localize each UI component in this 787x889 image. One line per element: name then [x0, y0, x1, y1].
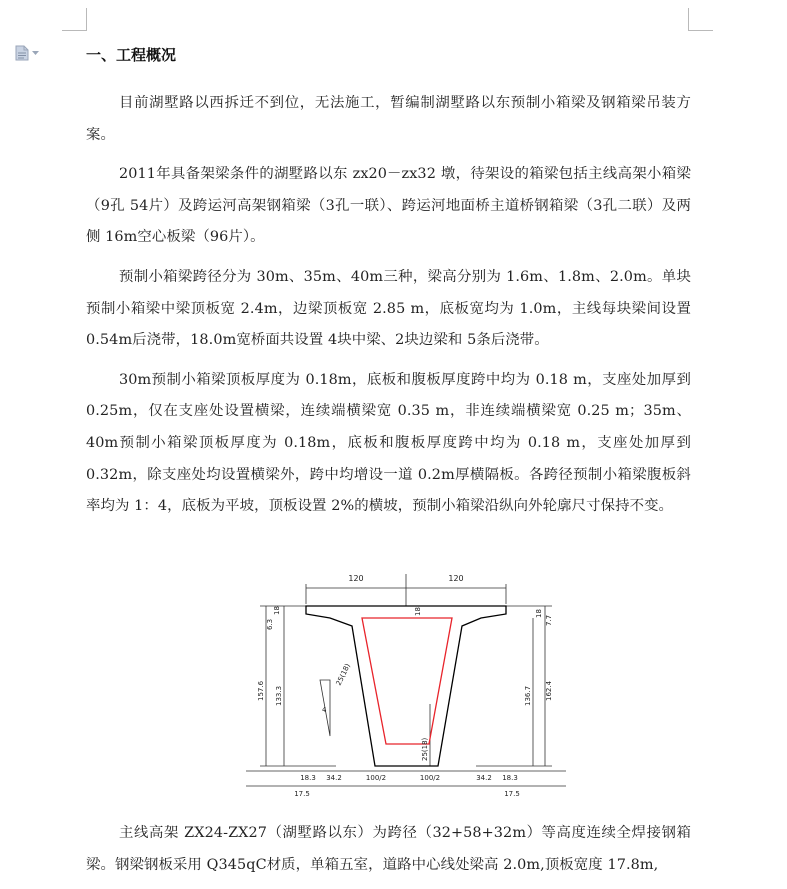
top-dim-right: 120: [448, 574, 464, 583]
paragraph-menu-button[interactable]: [15, 44, 45, 62]
left-dim-flange: 18: [273, 606, 281, 615]
bottom-dim-edge: 17.5: [294, 790, 310, 798]
section-heading: 一、工程概况: [86, 46, 177, 64]
page-corner-mark-top-right: [688, 8, 713, 31]
web-thickness-label: 25(18): [334, 662, 353, 687]
body-paragraph: 预制小箱梁跨径分为 30m、35m、40m三种，梁高分别为 1.6m、1.8m、2.0m。单块预制小箱梁中梁顶板宽 2.4m，边梁顶板宽 2.85 m，底板宽均为 1.0m，主线每块梁间设置 0.54m后浇带，18.0m宽桥面共设置 4块中梁、2块边梁和 5条后浇带。: [86, 268, 691, 349]
slope-label: 4: [322, 706, 327, 714]
document-body: [86, 38, 691, 531]
top-dim-left: 120: [348, 574, 364, 583]
page-corner-mark-top-left: [62, 8, 87, 31]
body-paragraph: 主线高架 ZX24-ZX27（湖墅路以东）为跨径（32+58+32m）等高度连续全焊接钢箱梁。钢梁钢板采用 Q345qC材质，单箱五室，道路中心线处梁高 2.0m,顶板宽度 17.8m,: [86, 825, 691, 873]
document-icon: [15, 45, 29, 61]
body-paragraph-continued: [86, 818, 691, 889]
outer-outline: [306, 606, 506, 766]
box-girder-cross-section-figure: [86, 566, 691, 806]
right-dim-haunch: 7.7: [545, 614, 553, 626]
bottom-dim: 18.3: [502, 774, 518, 782]
right-dim-flange: 18: [535, 609, 543, 618]
center-dim-top-slab: 18: [414, 607, 422, 616]
bottom-dim: 100/2: [365, 774, 387, 782]
body-paragraph: 2011年具备架梁条件的湖墅路以东 zx20－zx32 墩，待架设的箱梁包括主线高架小箱梁（9孔 54片）及跨运河高架钢箱梁（3孔一联）、跨运河地面桥主道桥钢箱梁（3孔二联）及两侧 16m空心板梁（96片）。: [86, 166, 691, 246]
body-paragraph: 目前湖墅路以西拆迁不到位，无法施工，暂编制湖墅路以东预制小箱梁及钢箱梁吊装方案。: [86, 95, 691, 143]
left-dim-total: 157.6: [257, 680, 265, 701]
center-dim-bottom-slab: 25(18): [421, 737, 429, 761]
bottom-dim-edge: 17.5: [504, 790, 520, 798]
left-dim-haunch: 6.3: [266, 618, 274, 630]
bottom-dim: 34.2: [476, 774, 492, 782]
right-dim-web: 136.7: [524, 685, 532, 706]
left-dim-web: 133.3: [275, 685, 283, 706]
bottom-dim: 100/2: [419, 774, 441, 782]
body-paragraph: 30m预制小箱梁顶板厚度为 0.18m，底板和腹板厚度跨中均为 0.18 m，支座处加厚到 0.25m，仅在支座处设置横梁，连续端横梁宽 0.35 m，非连续端横梁宽 0.25 m；35m、40m预制小箱梁顶板厚度为 0.18m，底板和腹板厚度跨中均为 0.18 m，支座处加厚到 0.32m，除支座处均设置横梁外，跨中均增设一道 0.2m厚横隔板。各跨径预制小箱梁腹板斜率均为 1：4，底板为平坡，顶板设置 2%的横坡，预制小箱梁沿纵向外轮廓尺寸保持不变。: [86, 371, 691, 515]
right-dim-total: 162.4: [545, 680, 553, 701]
inner-void-outline: [362, 618, 452, 744]
bottom-dim: 18.3: [300, 774, 316, 782]
bottom-dim: 34.2: [326, 774, 342, 782]
chevron-down-icon: [32, 51, 39, 56]
box-girder-cross-section-drawing: [86, 566, 691, 806]
